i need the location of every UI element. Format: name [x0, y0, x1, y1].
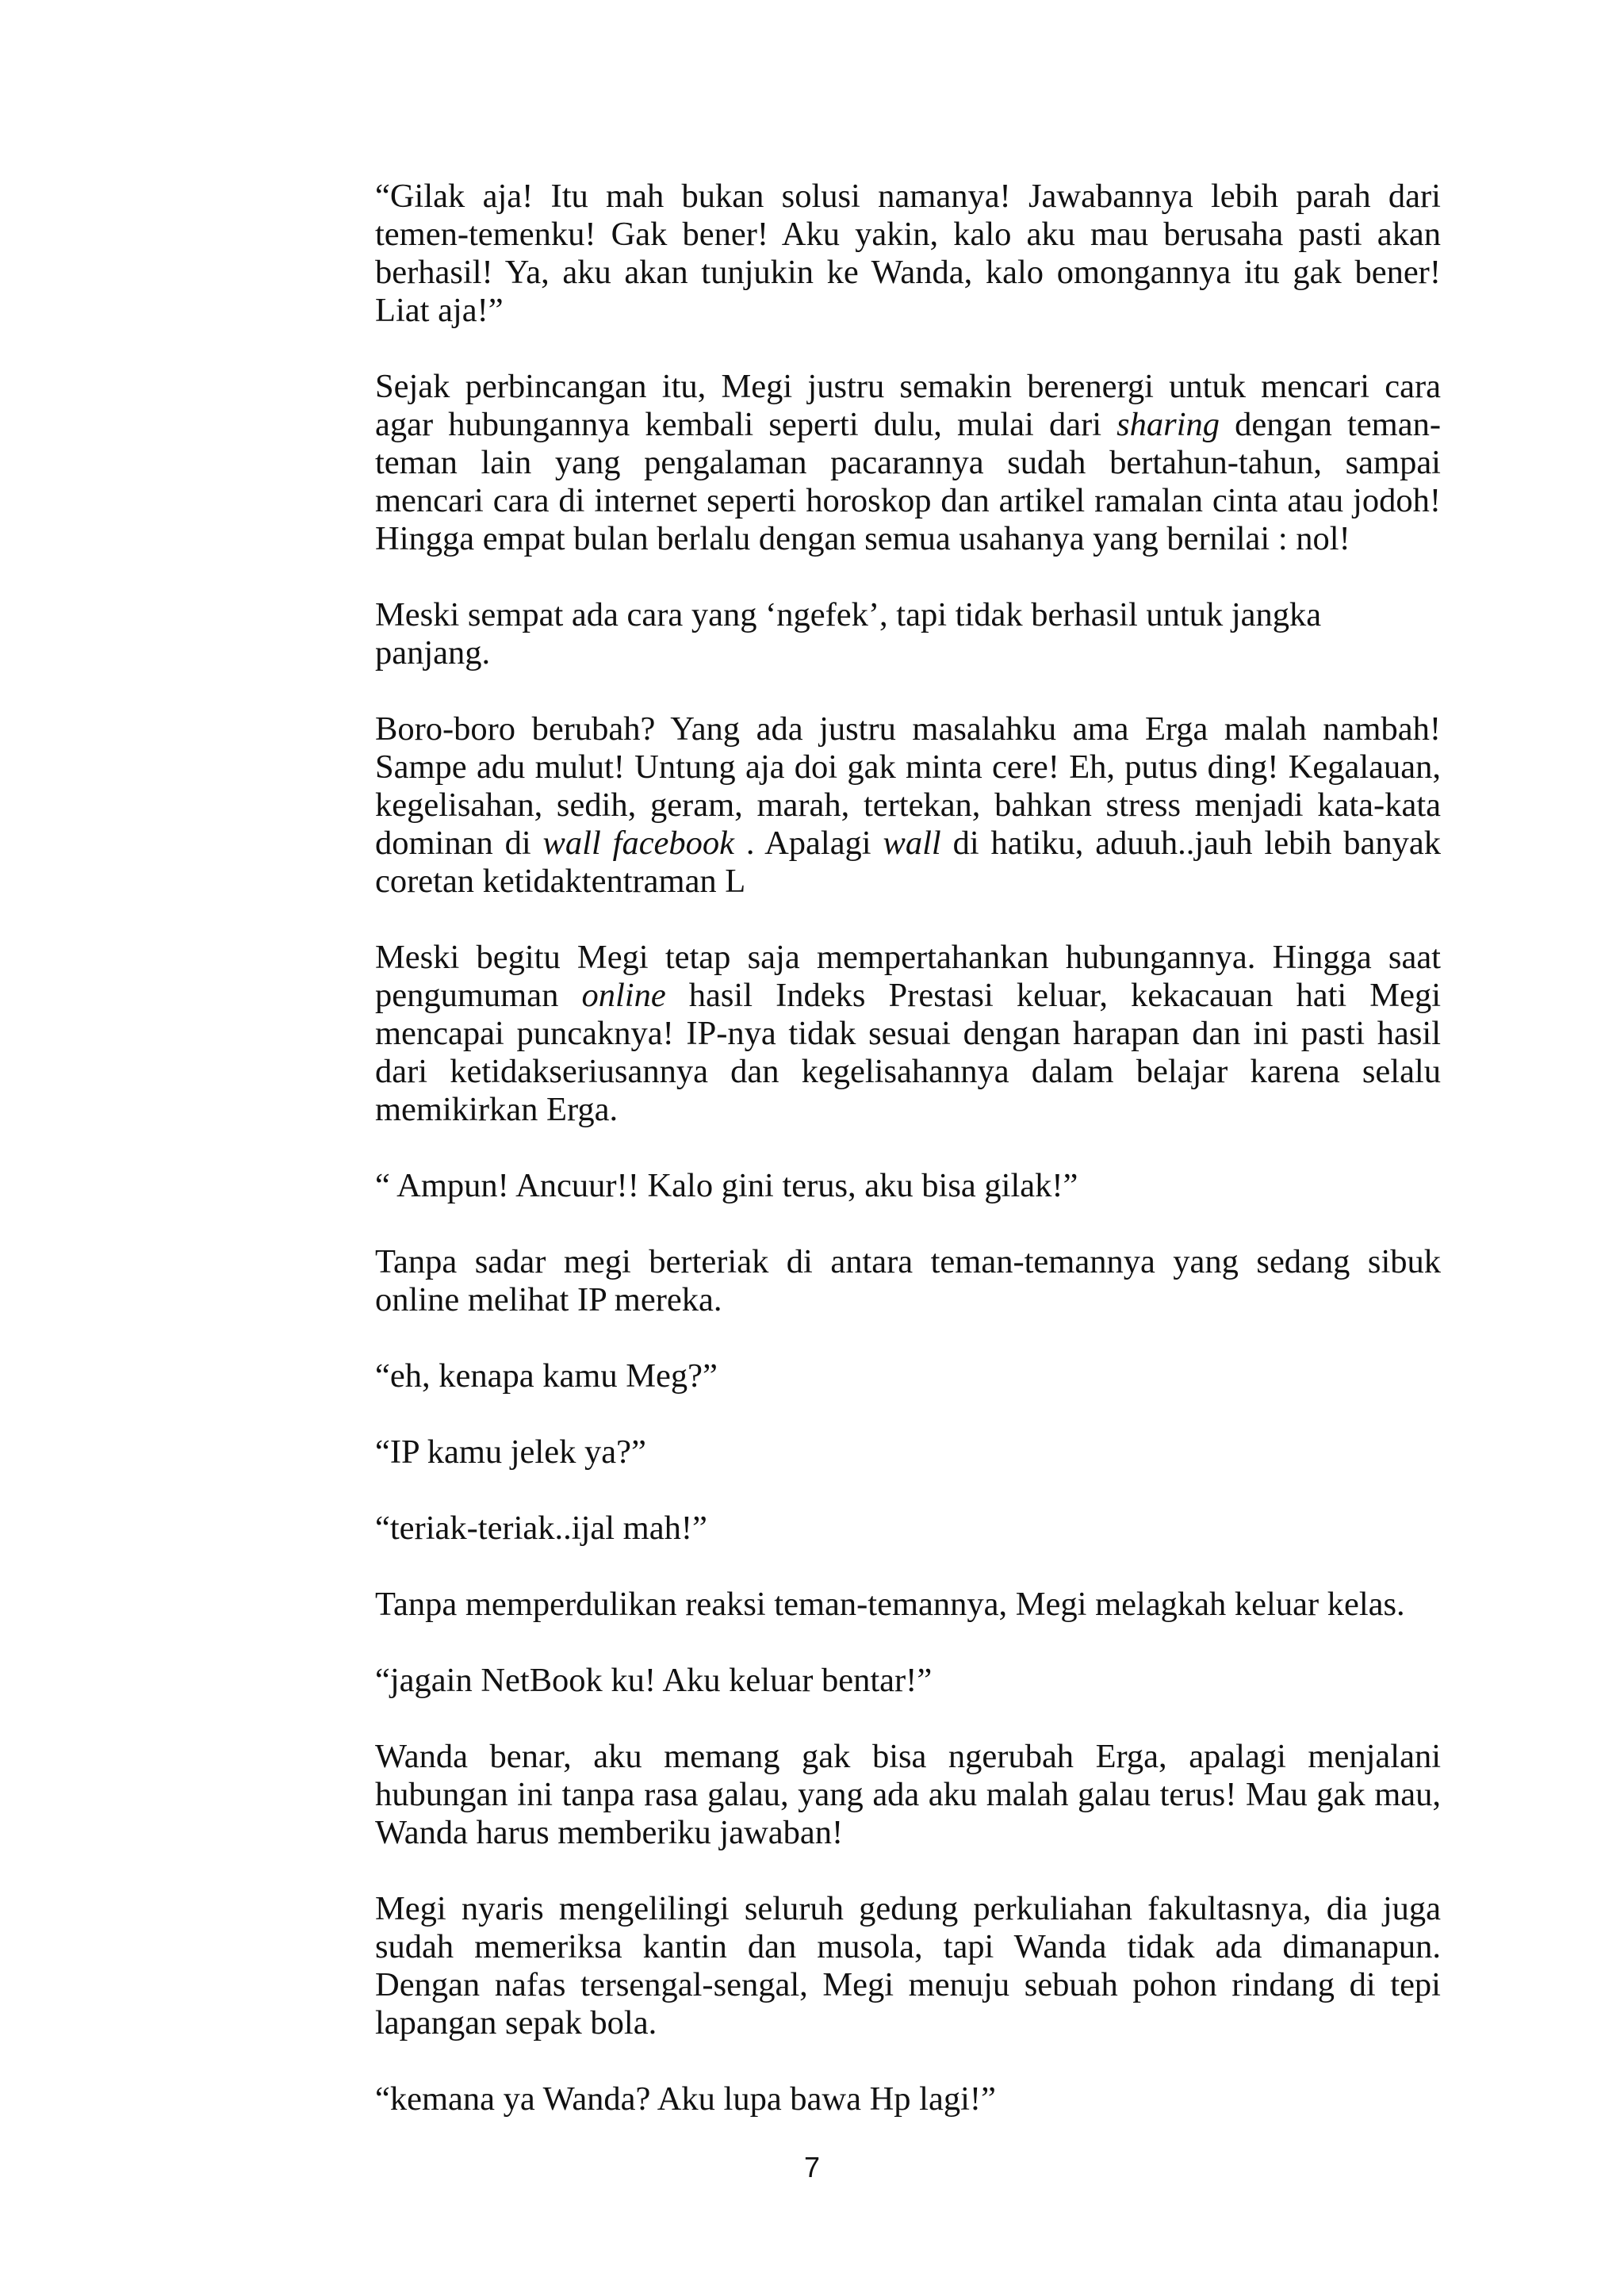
paragraph-13 [375, 1738, 1441, 1852]
paragraph-1 [375, 178, 1441, 330]
paragraph-9 [375, 1433, 1441, 1471]
italic-term: sharing [1116, 406, 1220, 443]
text-segment: di hatiku, aduuh..jauh lebih banyak coretan ketidaktentraman L [375, 825, 1441, 900]
text-segment: dengan teman-teman lain yang pengalaman pacarannya sudah bertahun-tahun, sampai mencari cara di internet seperti horoskop dan artikel ramalan cinta atau jodoh! Hingga empat bulan berlalu dengan semua usahanya yang bernilai : nol! [375, 406, 1441, 557]
paragraph-11 [375, 1586, 1441, 1624]
paragraph-6 [375, 1167, 1441, 1205]
paragraph-15 [375, 2080, 1441, 2118]
text-segment: Wanda benar, aku memang gak bisa ngerubah Erga, apalagi menjalani hubungan ini tanpa rasa galau, yang ada aku malah galau terus! Mau gak mau, Wanda harus memberiku jawaban! [375, 1738, 1441, 1851]
paragraph-12 [375, 1662, 1441, 1700]
text-segment: “IP kamu jelek ya?” [375, 1433, 646, 1471]
paragraph-14 [375, 1890, 1441, 2042]
paragraph-8 [375, 1357, 1441, 1395]
text-segment: Tanpa memperdulikan reaksi teman-temannya, Megi melagkah keluar kelas. [375, 1586, 1405, 1623]
text-segment: “ Ampun! Ancuur!! Kalo gini terus, aku bisa gilak!” [375, 1167, 1078, 1204]
text-segment: hasil Indeks Prestasi keluar, kekacauan hati Megi mencapai puncaknya! IP-nya tidak sesuai dengan harapan dan ini pasti hasil dari ketidakseriusannya dan kegelisahannya dalam belajar karena selalu memikirkan Erga. [375, 977, 1442, 1128]
body-text [375, 178, 1441, 2156]
text-segment: Meski begitu Megi tetap saja mempertahankan hubungannya. Hingga saat pengumuman [375, 939, 1441, 1014]
paragraph-3 [375, 596, 1441, 672]
text-segment: “kemana ya Wanda? Aku lupa bawa Hp lagi!” [375, 2080, 996, 2118]
text-segment: “Gilak aja! Itu mah bukan solusi namanya! Jawabannya lebih parah dari temen-temenku! Gak bener! Aku yakin, kalo aku mau berusaha pasti akan berhasil! Ya, aku akan tunjukin ke Wanda, kalo omongannya itu gak bener! Liat aja!” [375, 178, 1441, 329]
text-segment: . Apalagi [734, 825, 883, 862]
text-segment: “teriak-teriak..ijal mah!” [375, 1510, 707, 1547]
text-segment: Tanpa sadar megi berteriak di antara teman-temannya yang sedang sibuk online melihat IP mereka. [375, 1243, 1441, 1318]
italic-term: wall facebook [542, 825, 735, 862]
italic-term: wall [883, 825, 941, 862]
text-segment: Meski sempat ada cara yang ‘ngefek’, tapi tidak berhasil untuk jangka panjang. [375, 596, 1322, 672]
paragraph-2 [375, 368, 1441, 558]
text-segment: “jagain NetBook ku! Aku keluar bentar!” [375, 1662, 933, 1699]
paragraph-10 [375, 1510, 1441, 1548]
text-segment: Boro-boro berubah? Yang ada justru masalahku ama Erga malah nambah! Sampe adu mulut! Untung aja doi gak minta cere! Eh, putus ding! Kegalauan, kegelisahan, sedih, geram, marah, tertekan, bahkan stress menjadi kata-kata dominan di [375, 710, 1441, 862]
paragraph-5 [375, 939, 1441, 1129]
text-segment: “eh, kenapa kamu Meg?” [375, 1357, 718, 1395]
page-number: 7 [803, 2151, 821, 2183]
paragraph-7 [375, 1243, 1441, 1319]
text-segment: Sejak perbincangan itu, Megi justru semakin berenergi untuk mencari cara agar hubungannya kembali seperti dulu, mulai dari [375, 368, 1441, 443]
text-segment: Megi nyaris mengelilingi seluruh gedung perkuliahan fakultasnya, dia juga sudah memeriksa kantin dan musola, tapi Wanda tidak ada dimanapun. Dengan nafas tersengal-sengal, Megi menuju sebuah pohon rindang di tepi lapangan sepak bola. [375, 1890, 1441, 2042]
italic-term: online [581, 977, 666, 1014]
paragraph-4 [375, 710, 1441, 901]
